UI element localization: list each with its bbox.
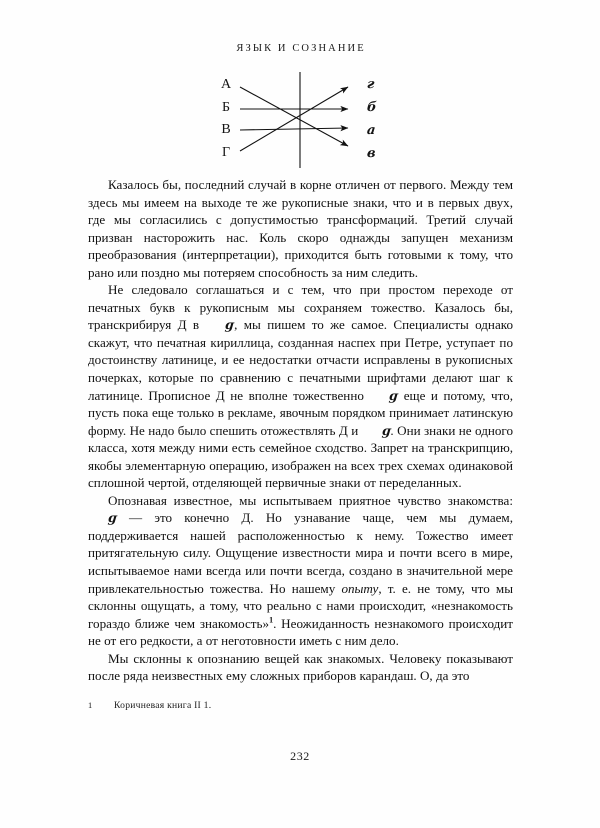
paragraph-2-text-mid: , мы пишем то же самое. Специалисты однако скажут, что печатная кириллица, созданная наспех при Петре, уступает по достоинству латинице, и ее недостатки отчасти исправлены в рукописных почерках, которые по сравнению с печатными шрифтами делают шаг к латинице. Прописное Д не вполне тожественно [88,317,513,403]
footnote-marker[interactable]: 1 [269,615,274,625]
diagram-right-labels [367,72,393,168]
running-head: ЯЗЫК И СОЗНАНИЕ [236,43,366,54]
diagram-label-right-2: а [366,123,377,138]
paragraph-2 [88,281,513,492]
diagram-label-left-2: В [221,122,231,138]
diagram-label-right-1: б [366,100,378,115]
script-d-glyph: ɡ [107,510,118,526]
paragraph-3-text-a: — это конечно Д. Но узнавание чаще, чем мы думаем, поддерживается нашей расположенностью к нему. Тожество имеет притягательную силу. Ощущение известности мира и почти всего в мире, испытываемое нами всегда или почти всегда, создано в значительной мере привлекательностью тожества. Но нашему [88,510,513,596]
diagram-label-right-3: в [366,146,377,161]
paragraph-2-text-mid2: еще и потому, что, пусть пока еще только в рекламе, явочным порядком принимает латинскую форму. Не надо было спешить отожествлять Д и [88,387,513,438]
diagram-label-left-0: А [220,77,232,92]
footnote [88,700,513,711]
script-d-glyph: ɡ [381,422,392,438]
paragraph-2-text-pre: Не следовало соглашаться и с тем, что при простом переходе от печатных букв к рукописным мы сохраняем тожество. Казалось бы, транскрибируя Д в [88,282,513,333]
paragraph-4 [88,650,513,685]
mapping-diagram [0,72,600,168]
paragraph-3 [88,492,513,650]
footnote-number: 1 [88,701,93,710]
paragraph-4-text: Мы склонны к опознанию вещей как знакомых. Человеку показывают после ряда неизвестных ему сложных приборов карандаш. О, да это [88,650,513,684]
script-d-glyph: ɡ [388,387,399,403]
script-d-glyph: ɡ [224,317,235,333]
paragraph-1 [88,176,513,281]
paragraph-3-text-pre: Опознавая известное, мы испытываем приятное чувство знакомства: [108,492,513,508]
diagram-label-left-1: Б [221,99,231,115]
page-number: 232 [290,749,310,763]
paragraph-3-text-c: . Неожиданность незнакомого происходит не от его редкости, а от неготовности иметь с ним дело. [88,615,514,649]
paragraph-1-text: Казалось бы, последний случай в корне отличен от первого. Между тем здесь мы имеем на выходе те же рукописные знаки, что и в первых двух, где мы согласились с допустимостью трансформаций. Третий случай призван насторожить нас. Коль скоро однажды запущен механизм преобразования (интерпретации), приходится быть готовыми к тому, что рано или поздно мы потеряем способность за ним следить. [88,177,513,280]
diagram-label-right-0: г [366,77,376,92]
diagram-label-left-3: Г [221,144,231,160]
paragraph-3-text-b: , т. е. не тому, что мы склонны ощущать, а тому, что реально с нами происходит, «незнакомость гораздо ближе чем знакомость» [88,580,513,631]
footnote-text: Коричневая книга II 1. [114,700,212,711]
diagram-left-labels [213,72,239,168]
paragraph-2-text-post: . Они знаки не одного класса, хотя между ними есть семейное сходство. Запрет на транскрипцию, якобы элементарную операцию, изображен на всех трех схемах одинаковой сплошной чертой, отделяющей первичные знаки от переделанных. [88,422,513,491]
body-text [88,176,513,685]
emphasis-opytu: опыту [341,580,379,596]
